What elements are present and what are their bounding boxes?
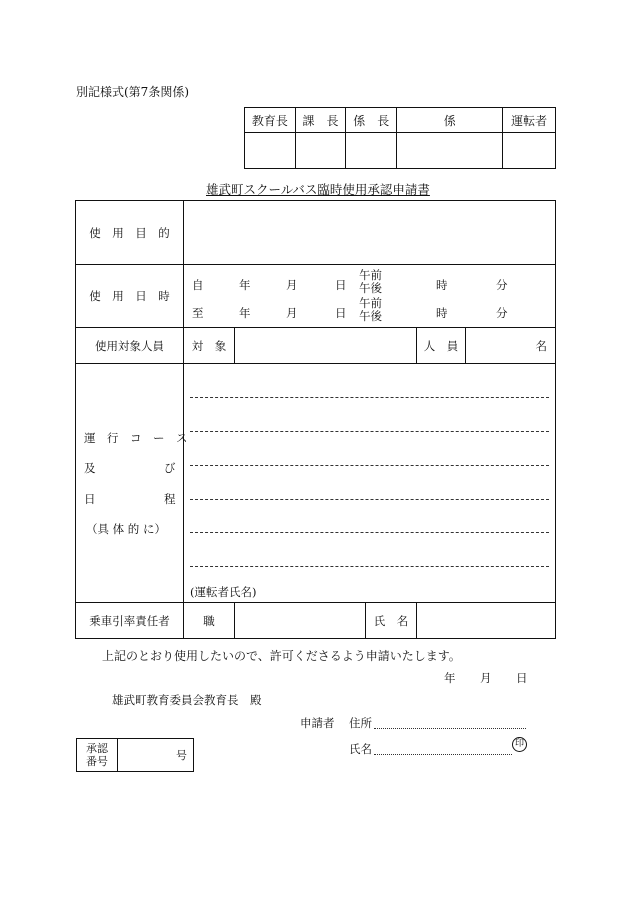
persons-unit: 名	[535, 338, 547, 353]
course-label-line1: 運 行 コ ー ス	[84, 431, 188, 445]
approval-number-label-line1: 承認	[86, 742, 108, 755]
course-label-line4: （具 体 的 に）	[86, 522, 166, 536]
approval-number-label	[77, 739, 118, 772]
date-to-am: 午前	[359, 296, 382, 310]
date-from-am: 午前	[359, 268, 382, 282]
date-to-year: 年	[239, 306, 251, 320]
approval-col-section-chief: 課 長	[295, 108, 346, 133]
address-label: 住所	[349, 716, 372, 730]
address-field[interactable]	[374, 728, 526, 729]
driver-name-label: (運転者氏名)	[190, 585, 257, 599]
stamp-box-driver[interactable]	[503, 133, 556, 169]
course-label-line3b: 程	[164, 492, 176, 506]
date-from-prefix: 自	[192, 278, 204, 292]
persons-label: 人 員	[417, 328, 466, 364]
course-line-6	[190, 566, 549, 567]
addressee: 雄武町教育委員会教育長 殿	[112, 693, 262, 707]
course-line-5	[190, 532, 549, 533]
date-from-year: 年	[239, 278, 251, 292]
approval-col-staff: 係	[397, 108, 503, 133]
target-sub-label: 対 象	[184, 328, 235, 364]
date-from-minute: 分	[496, 278, 508, 292]
approval-stamp-table	[244, 107, 556, 169]
seal-icon: 印	[512, 737, 527, 752]
stamp-box-staff[interactable]	[397, 133, 503, 169]
post-label: 職	[184, 603, 235, 639]
approval-col-subsection-chief: 係 長	[346, 108, 397, 133]
request-statement: 上記のとおり使用したいので、許可くださるよう申請いたします。	[102, 649, 461, 663]
purpose-label: 使 用 目 的	[76, 201, 184, 265]
date-year: 年	[444, 671, 456, 685]
responsible-name-field[interactable]	[417, 603, 556, 639]
approval-col-superintendent: 教育長	[245, 108, 296, 133]
applicant-name-label: 氏名	[349, 742, 372, 756]
form-reference: 別記様式(第7条関係)	[76, 85, 189, 99]
date-to-month: 月	[286, 306, 298, 320]
applicant-name-field[interactable]	[374, 754, 512, 755]
date-from-month: 月	[286, 278, 298, 292]
approval-number-field[interactable]	[118, 739, 194, 772]
date-to-pm: 午後	[359, 309, 382, 323]
responsible-name-label: 氏 名	[366, 603, 417, 639]
course-label	[76, 364, 188, 603]
course-line-3	[190, 465, 549, 466]
date-from-pm: 午後	[359, 281, 382, 295]
stamp-box-section-chief[interactable]	[295, 133, 346, 169]
course-line-2	[190, 431, 549, 432]
approval-number-label-line2: 番号	[86, 755, 108, 768]
course-field[interactable]	[184, 364, 556, 603]
target-label: 使用対象人員	[76, 328, 184, 364]
purpose-field[interactable]	[184, 201, 556, 265]
approval-number-box	[76, 738, 194, 772]
post-field[interactable]	[235, 603, 366, 639]
date-to-day: 日	[335, 306, 347, 320]
dates-label: 使 用 日 時	[76, 265, 184, 328]
course-label-line2b: び	[164, 461, 176, 475]
stamp-box-superintendent[interactable]	[245, 133, 296, 169]
date-from-day: 日	[335, 278, 347, 292]
date-from-hour: 時	[436, 278, 448, 292]
applicant-label: 申請者	[300, 716, 335, 730]
application-form	[75, 200, 556, 639]
date-to-minute: 分	[496, 306, 508, 320]
target-field[interactable]	[235, 328, 417, 364]
date-day: 日	[516, 671, 528, 685]
course-line-1	[190, 397, 549, 398]
course-line-4	[190, 499, 549, 500]
persons-field[interactable]	[466, 328, 556, 364]
approval-number-unit: 号	[176, 749, 187, 762]
date-to-prefix: 至	[192, 306, 204, 320]
approval-col-driver: 運転者	[503, 108, 556, 133]
dates-field[interactable]	[184, 265, 556, 328]
date-to-hour: 時	[436, 306, 448, 320]
form-title: 雄武町スクールバス臨時使用承認申請書	[206, 182, 430, 197]
stamp-box-subsection-chief[interactable]	[346, 133, 397, 169]
responsible-label: 乗車引率責任者	[76, 603, 184, 639]
course-label-line2a: 及	[84, 461, 96, 475]
course-label-line3a: 日	[84, 492, 96, 506]
date-month: 月	[480, 671, 492, 685]
